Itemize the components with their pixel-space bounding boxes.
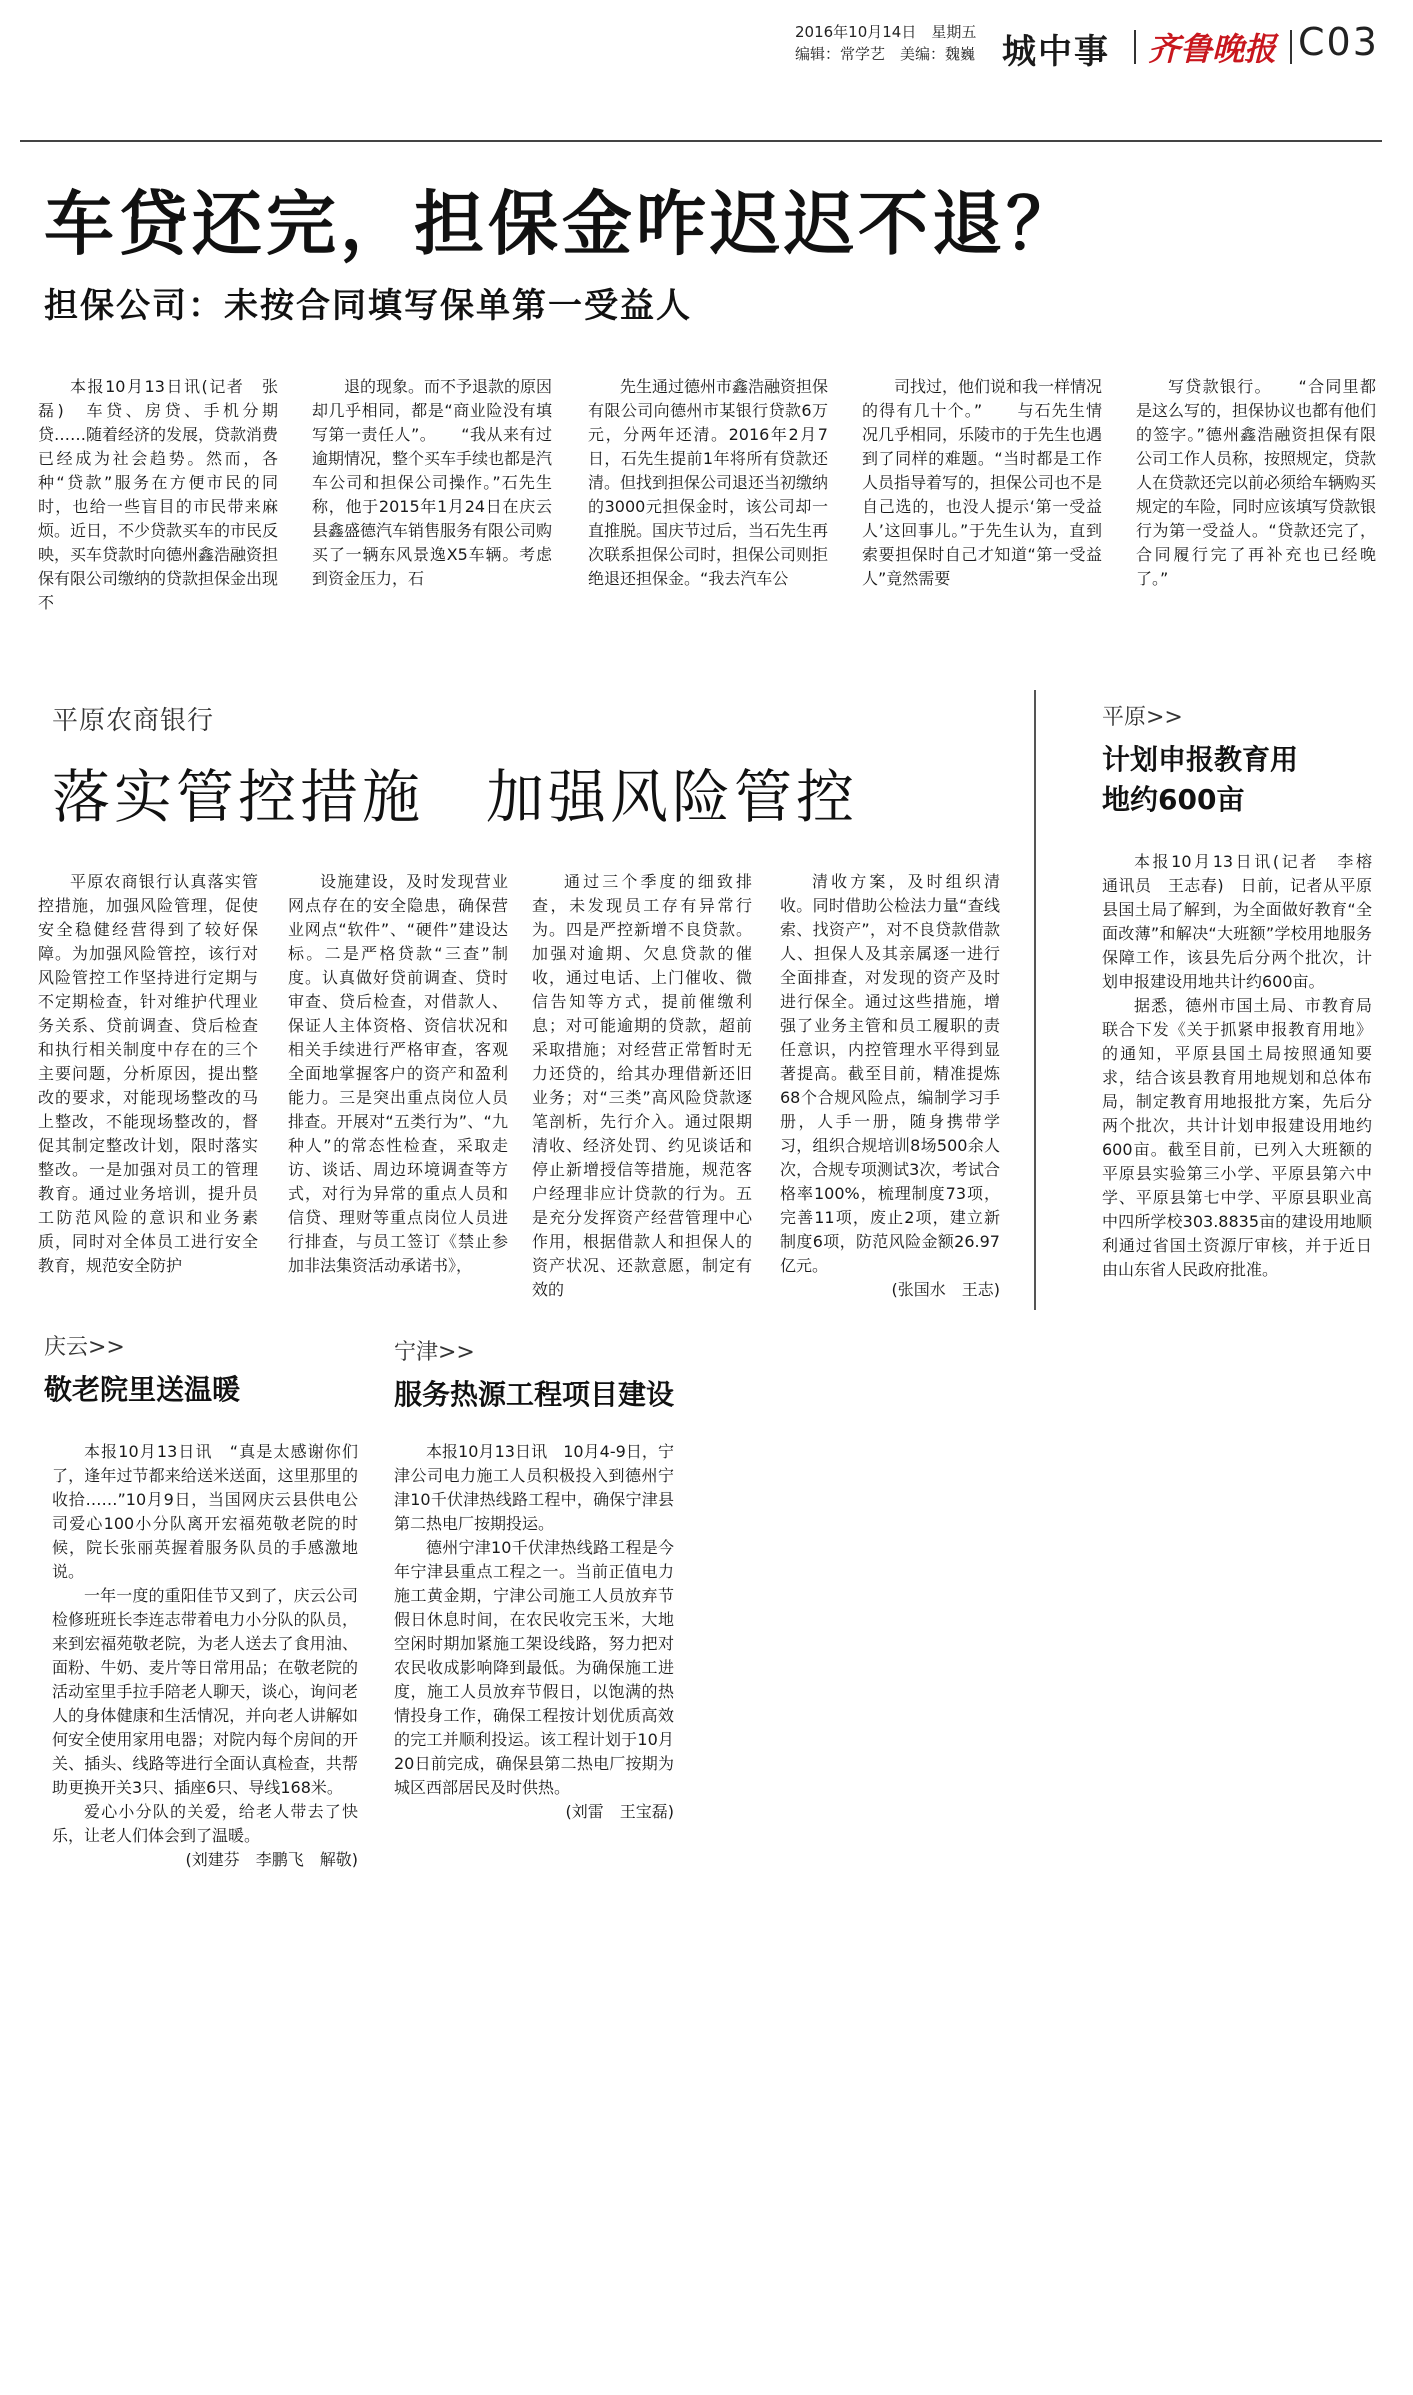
lead-column-1: 本报10月13日讯(记者 张磊) 车贷、房贷、手机分期贷……随着经济的发展，贷款消费已经成为社会趋势。然而，各种“贷款”服务在方便市民的同时，也给一些盲目的市民带来麻烦。近日，不少贷款买车的市民反映，买车贷款时向德州鑫浩融资担保有限公司缴纳的贷款担保金出现不 [38, 377, 279, 612]
header-rule [20, 140, 1382, 142]
qingyun-body: 本报10月13日讯 “真是太感谢你们了，逢年过节都来给送米送面，这里那里的收拾……”10月9日，当国网庆云县供电公司爱心100小分队离开宏福苑敬老院的时候，院长张丽英握着服务队员的手感激地说。 一年一度的重阳佳节又到了，庆云公司检修班班长李连志带着电力小分队的队员，来到宏福苑敬老院，为老人送去了食用油、面粉、牛奶、麦片等日常用品；在敬老院的活动室里手拉手陪老人聊天，谈心，询问老人的身体健康和生活情况，并向老人讲解如何安全使用家用电器；对院内每个房间的开关、插头、线路等进行全面认真检查，共帮助更换开关3只、插座6只、导线168米。 爱心小分队的关爱，给老人带去了快乐，让老人们体会到了温暖。 (刘建芬 李鹏飞 解敬) [52, 1440, 358, 1872]
qingyun-headline: 敬老院里送温暖 [44, 1373, 241, 1406]
column-divider [1034, 690, 1036, 1310]
bank-column-3: 通过三个季度的细致排查，未发现员工存有异常行为。四是严控新增不良贷款。加强对逾期、欠息贷款的催收，通过电话、上门催收、微信告知等方式，提前催缴利息；对可能逾期的贷款，超前采取措施；对经营正常暂时无力还贷的，给其办理借新还旧业务；对“三类”高风险贷款逐笔剖析，先行介入。通过限期清收、经济处罚、约见谈话和停止新增授信等措施，规范客户经理非应计贷款的行为。五是充分发挥资产经营管理中心作用，根据借款人和担保人的资产状况、还款意愿，制定有效的 [532, 872, 752, 1299]
qingyun-byline: (刘建芬 李鹏飞 解敬) [185, 1850, 358, 1869]
qingyun-kicker: 庆云>> [44, 1335, 125, 1360]
masthead-divider [1290, 30, 1292, 64]
pingyuan-headline: 计划申报教育用地约600亩 [1102, 743, 1299, 816]
ningjin-body: 本报10月13日讯 10月4-9日，宁津公司电力施工人员积极投入到德州宁津10千伏津热线路工程中，确保宁津县第二热电厂按期投运。 德州宁津10千伏津热线路工程是今年宁津县重点工程之一。当前正值电力施工黄金期，宁津公司施工人员放弃节假日休息时间，在农民收完玉米，大地空闲时期加紧施工架设线路，努力把对农民收成影响降到最低。为确保施工进度，施工人员放弃节假日，以饱满的热情投身工作，确保工程按计划优质高效的完工并顺利投运。该工程计划于10月20日前完成，确保县第二热电厂按期为城区西部居民及时供热。 (刘雷 王宝磊) [394, 1440, 674, 1824]
issue-date: 2016年10月14日 星期五 [795, 23, 977, 41]
bank-column-2: 设施建设，及时发现营业网点存在的安全隐患，确保营业网点“软件”、“硬件”建设达标。二是严格贷款“三查”制度。认真做好贷前调查、贷时审查、贷后检查，对借款人、保证人主体资格、资信状况和相关手续进行严格审查，客观全面地掌握客户的资产和盈利能力。三是突出重点岗位人员排查。开展对“五类行为”、“九种人”的常态性检查，采取走访、谈话、周边环境调查等方式，对行为异常的重点人员和信贷、理财等重点岗位人员进行排查，与员工签订《禁止参加非法集资活动承诺书》， [288, 872, 508, 1275]
lead-subheadline: 担保公司：未按合同填写保单第一受益人 [44, 286, 692, 326]
newspaper-logo: 齐鲁晚报 [1148, 30, 1277, 68]
section-name: 城中事 [1002, 32, 1110, 72]
pingyuan-kicker: 平原>> [1102, 705, 1183, 730]
masthead-divider [1134, 30, 1136, 64]
ningjin-byline: (刘雷 王宝磊) [565, 1802, 674, 1821]
bank-story-kicker: 平原农商银行 [52, 706, 215, 736]
ningjin-headline: 服务热源工程项目建设 [394, 1378, 675, 1411]
pingyuan-body: 本报10月13日讯(记者 李榕 通讯员 王志春) 日前，记者从平原县国土局了解到，为全面做好教育“全面改薄”和解决“大班额”学校用地服务保障工作，该县先后分两个批次，计划申报建设用地共计约600亩。 据悉，德州市国土局、市教育局联合下发《关于抓紧申报教育用地》的通知，平原县国土局按照通知要求，结合该县教育用地规划和总体布局，制定教育用地报批方案，先后分两个批次，共计计划申报建设用地约600亩。截至目前，已列入大班额的平原县实验第三小学、平原县第六中学、平原县第七中学、平原县职业高中四所学校303.8835亩的建设用地顺利通过省国土资源厅审核，并于近日由山东省人民政府批准。 [1102, 852, 1389, 1279]
lead-column-5: 写贷款银行。 “合同里都是这么写的，担保协议也都有他们的签字。”德州鑫浩融资担保有限公司工作人员称，按照规定，贷款人在贷款还完以前必须给车辆购买规定的车险，同时应该填写贷款银行为第一受益人。“贷款还完了，合同履行完了再补充也已经晚了。” [1136, 377, 1377, 588]
bank-story-byline: (张国水 王志) [891, 1280, 1000, 1299]
bank-column-4: 清收方案，及时组织清收。同时借助公检法力量“查线索、找资产”，对不良贷款借款人、担保人及其亲属逐一进行全面排查，对发现的资产及时进行保全。通过这些措施，增强了业务主管和员工履职的责任意识，内控管理水平得到显著提高。截至目前，精准提炼68个合规风险点，编制学习手册，人手一册，随身携带学习，组织合规培训8场500余人次，合规专项测试3次，考试合格率100%，梳理制度73项，完善11项，废止2项，建立新制度6项，防范风险金额26.97亿元。 (张国水 王志) [780, 870, 1000, 1302]
bank-story-headline: 落实管控措施 加强风险管控 [52, 763, 859, 831]
bank-column-1: 平原农商银行认真落实管控措施，加强风险管理，促使安全稳健经营得到了较好保障。为加强风险管控，该行对风险管控工作坚持进行定期与不定期检查，针对维护代理业务关系、贷前调查、贷后检查和执行相关制度中存在的三个主要问题，分析原因，提出整改的要求，对能现场整改的马上整改，不能现场整改的，督促其制定整改计划，限时落实整改。一是加强对员工的管理教育。通过业务培训，提升员工防范风险的意识和业务素质，同时对全体员工进行安全教育，规范安全防护 [38, 872, 258, 1275]
editor-credits: 编辑：常学艺 美编：魏巍 [795, 45, 976, 63]
page-number: C03 [1298, 20, 1379, 64]
lead-column-2: 退的现象。而不予退款的原因却几乎相同，都是“商业险没有填写第一责任人”。 “我从来有过逾期情况，整个买车手续也都是汽车公司和担保公司操作。”石先生称，他于2015年1月24日在庆云县鑫盛德汽车销售服务有限公司购买了一辆东风景逸X5车辆。考虑到资金压力，石 [312, 377, 553, 588]
lead-headline: 车贷还完，担保金咋迟迟不退？ [44, 183, 1080, 265]
lead-column-4: 司找过，他们说和我一样情况的得有几十个。” 与石先生情况几乎相同，乐陵市的于先生也遇到了同样的难题。“当时都是工作人员指导着写的，担保公司也不是自己选的，也没人提示‘第一受益人’这回事儿。”于先生认为，直到索要担保时自己才知道“第一受益人”竟然需要 [862, 377, 1103, 588]
ningjin-kicker: 宁津>> [394, 1340, 475, 1365]
lead-column-3: 先生通过德州市鑫浩融资担保有限公司向德州市某银行贷款6万元，分两年还清。2016年2月7日，石先生提前1年将所有贷款还清。但找到担保公司退还当初缴纳的3000元担保金时，该公司却一直推脱。国庆节过后，当石先生再次联系担保公司时，担保公司则拒绝退还担保金。“我去汽车公 [588, 377, 829, 588]
